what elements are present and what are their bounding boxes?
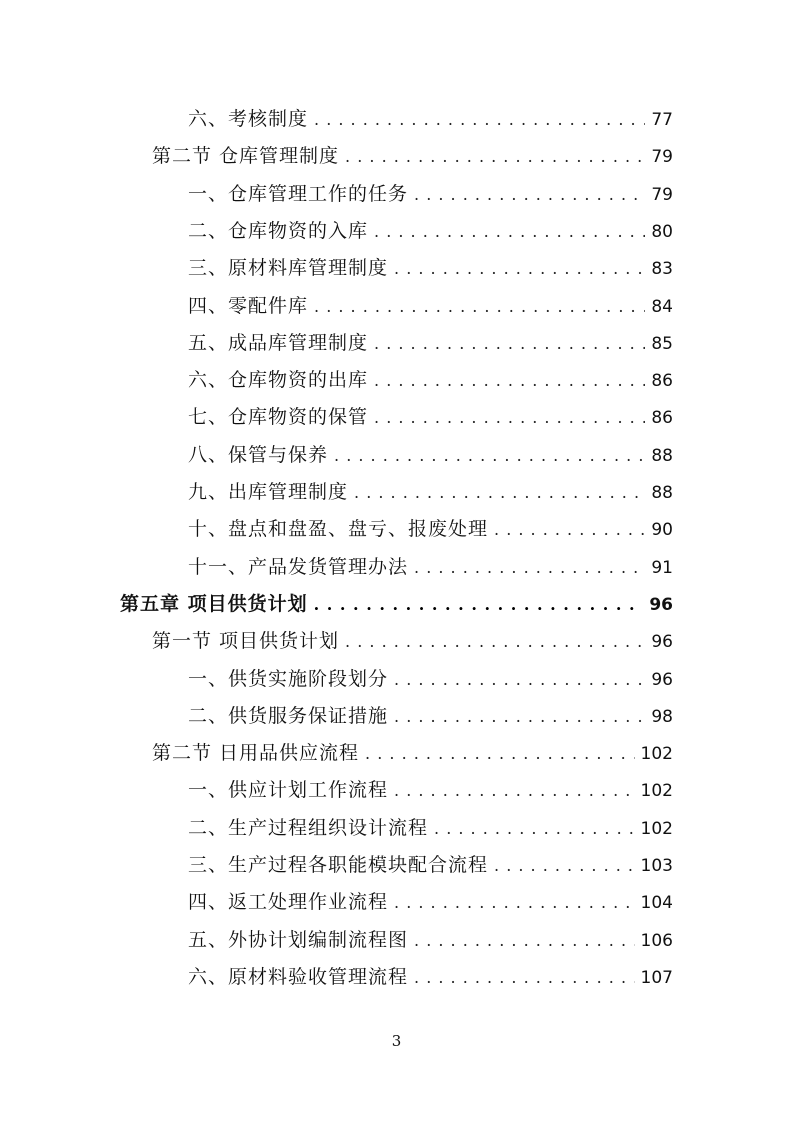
toc-entry-title: 第一节 项目供货计划 xyxy=(152,630,340,653)
toc-entry-page: 83 xyxy=(651,259,673,280)
toc-item-entry[interactable] xyxy=(188,925,673,955)
toc-entry-title: 五、外协计划编制流程图 xyxy=(188,928,409,951)
toc-entry-page: 96 xyxy=(651,669,673,690)
toc-entry-title: 一、供货实施阶段划分 xyxy=(188,667,389,690)
toc-entry-title: 三、生产过程各职能模块配合流程 xyxy=(188,854,489,876)
toc-entry-title: 一、供应计划工作流程 xyxy=(188,779,389,802)
toc-dot-leader xyxy=(394,254,645,284)
toc-item-entry[interactable] xyxy=(188,664,673,694)
toc-item-entry[interactable] xyxy=(188,850,673,880)
toc-entry-title: 第二节 日用品供应流程 xyxy=(152,742,360,765)
toc-entry-title: 六、仓库物资的出库 xyxy=(188,369,369,392)
toc-item-entry[interactable] xyxy=(188,216,673,246)
toc-entry-title: 第五章 项目供货计划 xyxy=(120,592,308,615)
toc-entry-title: 三、原材料库管理制度 xyxy=(188,257,389,280)
toc-entry-page: 90 xyxy=(651,520,673,541)
toc-entry-page: 85 xyxy=(651,333,673,354)
toc-entry-page: 88 xyxy=(651,445,673,466)
toc-dot-leader xyxy=(434,814,635,844)
toc-dot-leader xyxy=(345,142,645,172)
toc-entry-title: 一、仓库管理工作的任务 xyxy=(188,182,409,205)
toc-section-entry[interactable] xyxy=(152,738,673,768)
toc-dot-leader xyxy=(374,329,645,359)
toc-entry-page: 98 xyxy=(651,706,673,727)
toc-dot-leader xyxy=(314,105,645,135)
toc-entry-title: 七、仓库物资的保管 xyxy=(188,406,369,429)
toc-item-entry[interactable] xyxy=(188,477,673,507)
toc-dot-leader xyxy=(345,627,645,657)
toc-entry-page: 79 xyxy=(651,184,673,205)
toc-dot-leader xyxy=(374,403,645,433)
toc-entry-page: 88 xyxy=(651,483,673,503)
toc-item-entry[interactable] xyxy=(188,701,673,731)
toc-dot-leader xyxy=(365,739,635,769)
toc-entry-page: 86 xyxy=(651,408,673,429)
toc-item-entry[interactable] xyxy=(188,365,673,395)
toc-dot-leader xyxy=(394,888,635,918)
toc-dot-leader xyxy=(354,478,645,508)
toc-entry-title: 九、出库管理制度 xyxy=(188,481,349,503)
toc-item-entry[interactable] xyxy=(188,813,673,843)
toc-item-entry[interactable] xyxy=(188,402,673,432)
toc-entry-title: 二、供货服务保证措施 xyxy=(188,704,389,727)
toc-item-entry[interactable] xyxy=(188,104,673,134)
toc-section-entry[interactable] xyxy=(152,141,673,171)
toc-entry-page: 79 xyxy=(651,147,673,168)
toc-dot-leader xyxy=(334,441,645,471)
toc-entry-page: 102 xyxy=(640,744,673,765)
toc-chapter-entry[interactable] xyxy=(120,589,673,619)
toc-entry-title: 十、盘点和盘盈、盘亏、报废处理 xyxy=(188,518,489,541)
toc-dot-leader xyxy=(374,217,645,247)
toc-entry-page: 96 xyxy=(651,632,673,653)
toc-entry-page: 96 xyxy=(649,594,673,615)
toc-entry-title: 四、返工处理作业流程 xyxy=(188,891,389,914)
toc-entry-page: 107 xyxy=(640,967,673,988)
page-number: 3 xyxy=(391,1032,402,1050)
toc-dot-leader xyxy=(394,776,635,806)
toc-entry-page: 77 xyxy=(651,110,673,130)
toc-dot-leader xyxy=(314,292,645,322)
toc-entry-title: 五、成品库管理制度 xyxy=(188,331,369,354)
toc-item-entry[interactable] xyxy=(188,775,673,805)
toc-entry-title: 八、保管与保养 xyxy=(188,443,329,466)
toc-dot-leader xyxy=(394,702,645,732)
toc-entry-page: 102 xyxy=(640,818,673,839)
toc-entry-title: 十一、产品发货管理办法 xyxy=(188,555,409,578)
toc-entry-title: 六、原材料验收管理流程 xyxy=(188,965,409,988)
toc-entry-page: 106 xyxy=(640,930,673,951)
toc-item-entry[interactable] xyxy=(188,253,673,283)
toc-dot-leader xyxy=(494,515,645,545)
toc-item-entry[interactable] xyxy=(188,328,673,358)
toc-dot-leader xyxy=(314,590,644,620)
toc-entry-title: 二、生产过程组织设计流程 xyxy=(188,816,429,839)
toc-entry-title: 第二节 仓库管理制度 xyxy=(152,145,340,168)
toc-dot-leader xyxy=(494,851,635,881)
toc-entry-title: 六、考核制度 xyxy=(188,108,309,130)
toc-dot-leader xyxy=(414,963,635,993)
toc-entry-page: 84 xyxy=(651,296,673,317)
toc-item-entry[interactable] xyxy=(188,179,673,209)
toc-dot-leader xyxy=(374,366,645,396)
toc-dot-leader xyxy=(414,553,645,583)
toc-item-entry[interactable] xyxy=(188,514,673,544)
toc-dot-leader xyxy=(414,180,645,210)
toc-entry-page: 86 xyxy=(651,371,673,392)
toc-dot-leader xyxy=(414,926,635,956)
toc-entry-page: 103 xyxy=(640,856,673,876)
toc-item-entry[interactable] xyxy=(188,552,673,582)
toc-section-entry[interactable] xyxy=(152,626,673,656)
toc-entry-title: 四、零配件库 xyxy=(188,294,309,317)
toc-item-entry[interactable] xyxy=(188,440,673,470)
toc-entry-page: 80 xyxy=(651,221,673,242)
toc-item-entry[interactable] xyxy=(188,962,673,992)
toc-dot-leader xyxy=(394,665,645,695)
toc-entry-title: 二、仓库物资的入库 xyxy=(188,219,369,242)
toc-item-entry[interactable] xyxy=(188,291,673,321)
toc-entry-page: 91 xyxy=(651,557,673,578)
toc-entry-page: 102 xyxy=(640,781,673,802)
toc-item-entry[interactable] xyxy=(188,887,673,917)
toc-entry-page: 104 xyxy=(640,893,673,914)
